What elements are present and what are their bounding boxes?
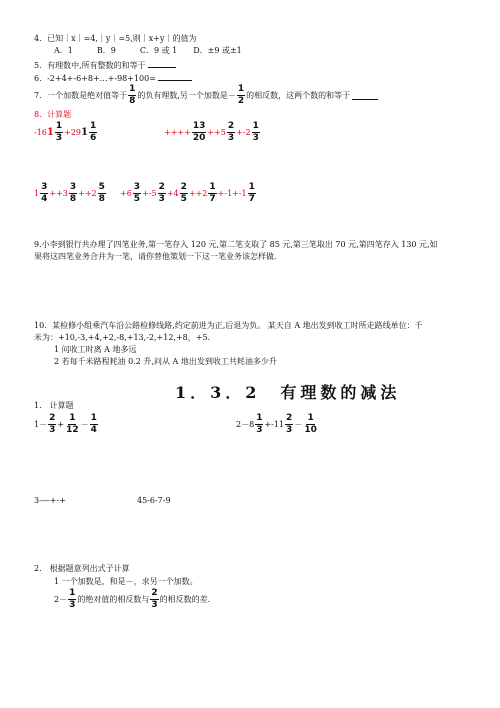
question-9-line-2: 果将这四笔业务合并为一笔，请你替他策划一下这一笔业务该怎样做. (34, 252, 277, 261)
fraction: $\frac{5}{8}$ (98, 182, 105, 204)
fraction: $\frac{1}{12}$ (66, 413, 79, 435)
calc-expression-4: +6 $\frac{3}{5}$ +-5 $\frac{2}{3}$ +4 $\frac{2}{5}$ ++2 $\frac{1}{7}$ +-1+-1 $\frac{1}{7}$ (120, 182, 255, 204)
subtraction-expression-2: 2－8 $\frac{1}{3}$ +-11 $\frac{2}{3}$ － $\frac{1}{10}$ (236, 413, 317, 435)
fraction: $\frac{2}{3}$ (158, 182, 165, 204)
section-2-question-1-title: 1. 计算题 (34, 401, 74, 410)
section-2-question-2-line-1: 1 一个加数是，和是－，求另一个加数。 (54, 577, 198, 586)
fraction: $\frac{1}{3}$ (55, 121, 63, 143)
question-4: 4．已知｜x｜=4,｜y｜=5,则｜x+y｜的值为 (34, 34, 197, 43)
fraction: $\frac{13}{20}$ (192, 121, 206, 143)
question-6 (34, 72, 192, 84)
question-7-mid: 的负有理数,另一个加数是－ (137, 91, 236, 100)
question-10-line-3: 1 问收工时离 A 地多远 (54, 345, 137, 354)
fraction: $\frac{3}{5}$ (133, 182, 141, 204)
question-10-line-1: 10．某检修小组乘汽车沿公路检修线路,约定前进为正,后退为负。 某天自 A 地出发到收工时所走路线单位：千 (34, 321, 423, 330)
fraction: $\frac{2}{3}$ (286, 413, 293, 435)
fraction: $\frac{2}{3}$ (49, 413, 56, 435)
fraction: $\frac{2}{3}$ (227, 121, 235, 143)
answer-blank[interactable] (158, 72, 192, 81)
subtraction-expression-3: 3-—+-+ (34, 496, 66, 505)
calc-expression-3: 1 $\frac{3}{4}$ ++3 $\frac{3}{8}$ ++2 $\frac{5}{8}$ (34, 182, 105, 204)
answer-blank[interactable] (352, 91, 378, 100)
calc-expression-2: ++++ $\frac{13}{20}$ ++5 $\frac{2}{3}$ +-2 $\frac{1}{3}$ (164, 121, 259, 143)
question-6-text: 6．-2+4+-6+8+…+-98+100= (34, 74, 156, 83)
fraction: $\frac{1}{3}$ (252, 121, 259, 143)
question-9-line-1: 9.小李到银行共办理了四笔业务,第一笔存入 120 元,第二笔支取了 85 元,第三笔取出 70 元,第四笔存入 130 元,如 (34, 240, 438, 249)
question-7-post: 的相反数，这两个数的和等于 (246, 91, 351, 100)
fraction: $\frac{1}{7}$ (209, 182, 216, 204)
fraction: $\frac{3}{8}$ (69, 182, 77, 204)
fraction: $\frac{1}{3}$ (69, 588, 76, 610)
fraction: $\frac{1}{2}$ (237, 84, 245, 106)
calc-expression-1: -16 1 $\frac{1}{3}$ +29 1 $\frac{1}{6}$ (34, 121, 97, 143)
question-4-options: A．1 B．9 C．9 或 1 D．±9 或±1 (54, 46, 242, 55)
question-5 (34, 59, 176, 71)
fraction: $\frac{1}{6}$ (89, 121, 97, 143)
subtraction-expression-1: 1－ $\frac{2}{3}$ + $\frac{1}{12}$ － $\frac{1}{4}$ (34, 413, 97, 435)
question-7 (34, 85, 378, 106)
question-7-pre: 7．一个加数是绝对值等于 (34, 91, 128, 100)
section-2-question-2-line-2: 2－ $\frac{1}{3}$ 的绝对值的相反数与 $\frac{2}{3}$ 的相反数的差. (54, 588, 211, 610)
fraction: $\frac{1}{4}$ (90, 413, 97, 435)
fraction: $\frac{1}{3}$ (256, 413, 263, 435)
question-8-title: 8．计算题 (34, 110, 72, 119)
fraction: $\frac{3}{4}$ (41, 182, 48, 204)
section-2-question-2-title: 2. 根据题意列出式子计算 (34, 564, 130, 573)
section-title: 1．3．2 有理数的减法 (175, 383, 401, 402)
question-5-text: 5．有理数中,所有整数的和等于 (34, 61, 146, 70)
fraction: $\frac{2}{5}$ (180, 182, 187, 204)
question-10-line-2: 米为：+10,-3,+4,+2,-8,+13,-2,+12,+8，+5. (34, 333, 211, 342)
fraction: $\frac{1}{7}$ (248, 182, 255, 204)
question-10-line-4: 2 若每千米路程耗油 0.2 升,问从 A 地出发到收工共耗油多少升 (54, 357, 277, 366)
answer-blank[interactable] (148, 59, 176, 68)
fraction: $\frac{1}{10}$ (304, 413, 317, 435)
subtraction-expression-4: 45-6-7-9 (137, 496, 171, 505)
fraction: $\frac{2}{3}$ (151, 588, 158, 610)
fraction: $\frac{1}{8}$ (129, 84, 136, 106)
